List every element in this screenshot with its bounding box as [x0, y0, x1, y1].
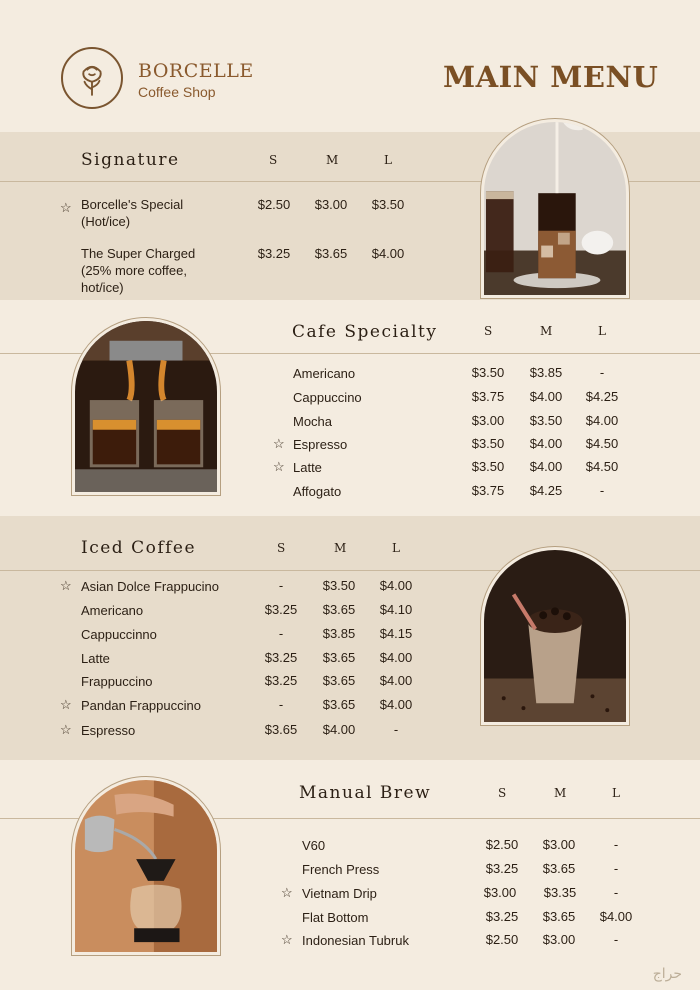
price-large: $4.00: [379, 697, 413, 712]
iced-size-l: L: [392, 541, 400, 555]
price-large: $4.15: [379, 626, 413, 641]
star-icon: ☆: [60, 697, 72, 712]
watermark: حراج: [652, 966, 682, 982]
menu-item-name: Latte: [81, 651, 110, 666]
signature-size-m: M: [326, 153, 339, 167]
price-large: $4.00: [379, 578, 413, 593]
star-icon: ☆: [273, 459, 285, 474]
iced-size-s: S: [277, 541, 286, 555]
price-large: -: [613, 861, 619, 876]
price-medium: $3.65: [322, 602, 356, 617]
menu-item-name: Americano: [81, 603, 144, 618]
iced-size-m: M: [334, 541, 347, 555]
price-small: $3.25: [264, 673, 298, 688]
cafe-specialty-title: Cafe Specialty: [292, 322, 438, 342]
price-small: $3.75: [471, 389, 505, 404]
cafe-size-m: M: [540, 324, 553, 338]
price-medium: $3.00: [314, 197, 348, 212]
price-large: $4.50: [585, 459, 619, 474]
menu-item-name: Vietnam Drip: [302, 886, 377, 901]
iced-coffee-title: Iced Coffee: [81, 538, 197, 558]
menu-item-name: Americano: [293, 366, 356, 381]
price-medium: $3.85: [529, 365, 563, 380]
price-small: $3.25: [485, 861, 519, 876]
price-small: $3.25: [485, 909, 519, 924]
menu-item-name: Latte: [293, 460, 322, 475]
menu-item-name: French Press: [302, 862, 380, 877]
price-large: $4.00: [379, 650, 413, 665]
manual-brew-title: Manual Brew: [299, 783, 432, 803]
price-small: $3.65: [264, 722, 298, 737]
price-large: -: [599, 365, 605, 380]
menu-item-name: Mocha: [293, 414, 333, 429]
price-small: $3.75: [471, 483, 505, 498]
price-small: $3.25: [264, 650, 298, 665]
page-title: MAIN MENU: [443, 60, 659, 94]
price-medium: $3.65: [322, 650, 356, 665]
price-large: $4.25: [585, 389, 619, 404]
price-small: $3.25: [264, 602, 298, 617]
price-small: $3.00: [483, 885, 517, 900]
price-small: $3.25: [257, 246, 291, 261]
price-large: $4.10: [379, 602, 413, 617]
price-small: -: [278, 578, 284, 593]
menu-item-name: Pandan Frappuccino: [81, 698, 201, 713]
menu-item-name: Asian Dolce Frappucino: [81, 579, 220, 594]
price-medium: $3.65: [322, 697, 356, 712]
price-large: $3.50: [371, 197, 405, 212]
menu-item-name: V60: [302, 838, 326, 853]
price-medium: $3.50: [322, 578, 356, 593]
price-medium: $3.85: [322, 626, 356, 641]
price-medium: $3.65: [542, 861, 576, 876]
manual-size-s: S: [498, 786, 507, 800]
brand-name: BORCELLE: [138, 60, 254, 82]
price-large: -: [613, 837, 619, 852]
price-small: -: [278, 626, 284, 641]
star-icon: ☆: [60, 722, 72, 737]
price-medium: $3.65: [314, 246, 348, 261]
price-small: $2.50: [485, 837, 519, 852]
cafe-size-l: L: [598, 324, 606, 338]
price-large: $4.00: [371, 246, 405, 261]
rose-logo-icon: [61, 47, 123, 109]
price-medium: $4.00: [322, 722, 356, 737]
price-medium: $4.00: [529, 459, 563, 474]
price-large: -: [393, 722, 399, 737]
iced-latte-photo: [480, 118, 630, 299]
price-large: $4.00: [379, 673, 413, 688]
price-medium: $3.35: [543, 885, 577, 900]
menu-item-name: Espresso: [81, 723, 136, 738]
menu-item-name: Cappuccino: [293, 390, 362, 405]
price-small: $3.50: [471, 365, 505, 380]
signature-size-l: L: [384, 153, 392, 167]
menu-item-name: Flat Bottom: [302, 910, 369, 925]
price-medium: $4.00: [529, 389, 563, 404]
price-medium: $3.00: [542, 932, 576, 947]
price-large: $4.00: [599, 909, 633, 924]
menu-item-name: The Super Charged (25% more coffee, hot/ice): [81, 246, 196, 295]
price-large: -: [613, 932, 619, 947]
price-small: $3.00: [471, 413, 505, 428]
price-large: -: [613, 885, 619, 900]
brand-subtitle: Coffee Shop: [138, 84, 216, 100]
star-icon: ☆: [281, 885, 293, 900]
price-small: $3.50: [471, 459, 505, 474]
price-small: $2.50: [485, 932, 519, 947]
manual-size-m: M: [554, 786, 567, 800]
price-medium: $4.25: [529, 483, 563, 498]
manual-size-l: L: [612, 786, 620, 800]
price-small: -: [278, 697, 284, 712]
price-small: $3.50: [471, 436, 505, 451]
price-medium: $3.50: [529, 413, 563, 428]
star-icon: ☆: [60, 578, 72, 593]
price-large: $4.50: [585, 436, 619, 451]
cafe-size-s: S: [484, 324, 493, 338]
price-medium: $3.65: [542, 909, 576, 924]
menu-item-name: Affogato: [293, 484, 342, 499]
menu-item-name: Indonesian Tubruk: [302, 933, 409, 948]
star-icon: ☆: [273, 436, 285, 451]
price-medium: $4.00: [529, 436, 563, 451]
price-large: -: [599, 483, 605, 498]
price-small: $2.50: [257, 197, 291, 212]
iced-frappe-photo: [480, 546, 630, 726]
price-medium: $3.00: [542, 837, 576, 852]
menu-item-name: Borcelle's Special (Hot/ice): [81, 197, 184, 229]
star-icon: ☆: [60, 200, 72, 215]
menu-item-name: Espresso: [293, 437, 348, 452]
signature-size-s: S: [269, 153, 278, 167]
signature-title: Signature: [81, 150, 180, 170]
menu-item-name: Frappuccino: [81, 674, 153, 689]
pour-over-photo: [71, 776, 221, 956]
star-icon: ☆: [281, 932, 293, 947]
price-large: $4.00: [585, 413, 619, 428]
menu-item-name: Cappuccinno: [81, 627, 157, 642]
price-medium: $3.65: [322, 673, 356, 688]
espresso-shots-photo: [71, 317, 221, 496]
